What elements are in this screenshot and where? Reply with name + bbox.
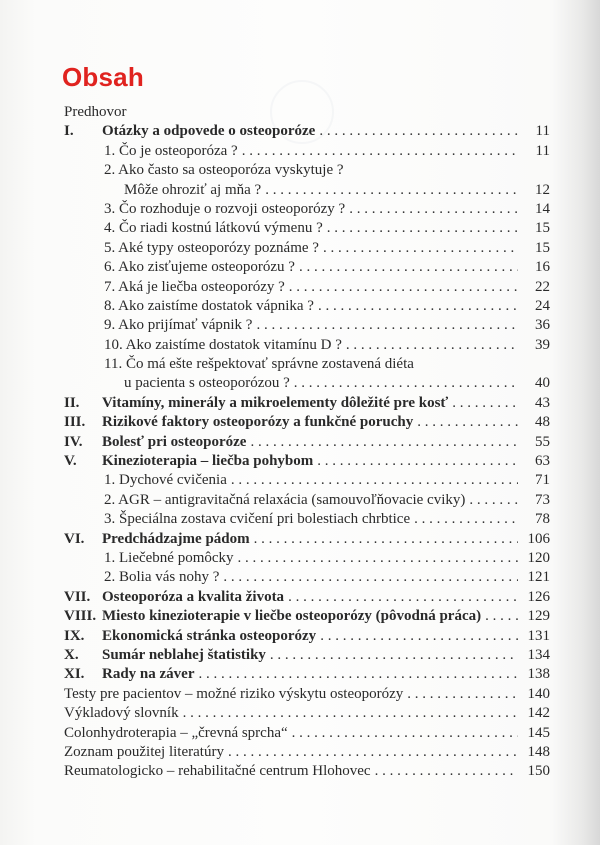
toc-page-number: 145 bbox=[527, 724, 550, 741]
toc-page-number: 48 bbox=[535, 414, 550, 431]
dot-leader bbox=[323, 239, 518, 258]
toc-page-number: 24 bbox=[535, 297, 550, 314]
toc-page-number: 15 bbox=[535, 239, 550, 256]
toc-entry-text: Predhovor bbox=[64, 104, 127, 120]
toc-page-number: 22 bbox=[535, 278, 550, 295]
toc-page-number: 55 bbox=[535, 433, 550, 450]
toc-entry bbox=[64, 181, 550, 200]
toc-entry bbox=[64, 278, 550, 297]
toc-entry-preface bbox=[64, 103, 550, 122]
dot-leader bbox=[223, 568, 518, 587]
toc-entry bbox=[64, 413, 550, 432]
toc-entry bbox=[64, 433, 550, 452]
toc-entry-text: 9. Ako prijímať vápnik ? bbox=[104, 317, 253, 334]
toc-page-number: 120 bbox=[527, 549, 550, 566]
dot-leader bbox=[327, 219, 518, 238]
toc-page-number: 71 bbox=[535, 472, 550, 489]
toc-entry-text: 4. Čo riadi kostnú látkovú výmenu ? bbox=[104, 220, 323, 237]
toc-chapter-number: IX. bbox=[64, 627, 85, 644]
toc-page-number: 73 bbox=[535, 491, 550, 508]
toc-entry-text: 2. Bolia vás nohy ? bbox=[104, 569, 220, 586]
dot-leader bbox=[299, 258, 518, 277]
toc-entry-text: 10. Ako zaistíme dostatok vitamínu D ? bbox=[104, 336, 342, 353]
dot-leader bbox=[289, 278, 518, 297]
toc-page-number: 126 bbox=[527, 588, 550, 605]
dot-leader bbox=[238, 549, 518, 568]
dot-leader bbox=[199, 665, 519, 684]
toc-entry-text: Sumár neblahej štatistiky bbox=[102, 646, 266, 663]
toc-page-number: 142 bbox=[527, 705, 550, 722]
toc-entry-text: 3. Čo rozhoduje o rozvoji osteoporózy ? bbox=[104, 200, 346, 217]
toc-chapter-number: I. bbox=[64, 123, 74, 140]
dot-leader bbox=[292, 724, 518, 743]
toc-entry bbox=[64, 607, 550, 626]
dot-leader bbox=[414, 510, 518, 529]
toc-entry bbox=[64, 762, 550, 781]
toc-chapter-number: III. bbox=[64, 414, 86, 431]
toc-page-number: 63 bbox=[535, 453, 550, 470]
toc-entry-text: 1. Liečebné pomôcky bbox=[104, 549, 234, 566]
toc-entry bbox=[64, 491, 550, 510]
toc-entry bbox=[64, 336, 550, 355]
toc-entry bbox=[64, 627, 550, 646]
toc-entry-text: Bolesť pri osteoporóze bbox=[102, 433, 247, 450]
toc-entry bbox=[64, 549, 550, 568]
toc-entry-text: 2. AGR – antigravitačná relaxácia (samouvoľňovacie cviky) bbox=[104, 491, 466, 508]
toc-entry bbox=[64, 219, 550, 238]
toc-entry bbox=[64, 471, 550, 490]
toc-entry-text: 7. Aká je liečba osteoporózy ? bbox=[104, 278, 285, 295]
toc-page-number: 140 bbox=[527, 685, 550, 702]
dot-leader bbox=[256, 316, 518, 335]
toc-entry bbox=[64, 297, 550, 316]
toc-chapter-number: VI. bbox=[64, 530, 85, 547]
toc-entry-text: Ekonomická stránka osteoporózy bbox=[102, 627, 317, 644]
dot-leader bbox=[319, 122, 518, 141]
toc-entry-text: 1. Dychové cvičenia bbox=[104, 472, 227, 489]
toc-entry-text: Rizikové faktory osteoporózy a funkčné poruchy bbox=[102, 414, 414, 431]
toc-page-number: 11 bbox=[535, 142, 550, 159]
dot-leader bbox=[254, 530, 518, 549]
dot-leader bbox=[320, 627, 518, 646]
toc-entry bbox=[64, 724, 550, 743]
toc-page-number: 138 bbox=[527, 666, 550, 683]
toc-entry-text: Miesto kinezioterapie v liečbe osteoporózy (pôvodná práca) bbox=[102, 608, 482, 625]
toc-entry-text: Kinezioterapia – liečba pohybom bbox=[102, 453, 314, 470]
dot-leader bbox=[270, 646, 518, 665]
toc-page-number: 150 bbox=[527, 763, 550, 780]
toc-entry-text: 6. Ako zisťujeme osteoporózu ? bbox=[104, 259, 295, 276]
dot-leader bbox=[294, 374, 518, 393]
toc-entry-text: Predchádzajme pádom bbox=[102, 530, 250, 547]
toc-entry bbox=[64, 200, 550, 219]
dot-leader bbox=[318, 297, 518, 316]
toc-entry bbox=[64, 568, 550, 587]
toc-entry bbox=[64, 665, 550, 684]
toc-entry bbox=[64, 530, 550, 549]
toc-chapter-number: X. bbox=[64, 646, 79, 663]
toc-entry bbox=[64, 161, 550, 180]
table-of-contents bbox=[64, 103, 550, 782]
toc-entry-text: Reumatologicko – rehabilitačné centrum Hlohovec bbox=[64, 763, 371, 780]
toc-chapter-number: XI. bbox=[64, 666, 85, 683]
toc-page-number: 11 bbox=[535, 123, 550, 140]
toc-entry-text: Testy pre pacientov – možné riziko výskytu osteoporózy bbox=[64, 685, 404, 702]
toc-entry bbox=[64, 588, 550, 607]
toc-page-number: 129 bbox=[527, 608, 550, 625]
toc-entry bbox=[64, 685, 550, 704]
toc-entry-text: Zoznam použitej literatúry bbox=[64, 743, 224, 760]
toc-page-number: 134 bbox=[527, 646, 550, 663]
dot-leader bbox=[469, 491, 518, 510]
toc-page-number: 121 bbox=[527, 569, 550, 586]
dot-leader bbox=[250, 433, 518, 452]
toc-entry bbox=[64, 258, 550, 277]
toc-entry bbox=[64, 452, 550, 471]
toc-page-number: 43 bbox=[535, 394, 550, 411]
toc-entry-text: 3. Špeciálna zostava cvičení pri bolestiach chrbtice bbox=[104, 511, 411, 528]
toc-entry-text: 5. Aké typy osteoporózy poznáme ? bbox=[104, 239, 319, 256]
toc-entry bbox=[64, 142, 550, 161]
toc-chapter-number: VII. bbox=[64, 588, 91, 605]
toc-page-number: 14 bbox=[535, 200, 550, 217]
toc-entry bbox=[64, 646, 550, 665]
toc-entry-text: Vitamíny, minerály a mikroelementy dôležité pre kosť bbox=[102, 394, 449, 411]
toc-page-number: 39 bbox=[535, 336, 550, 353]
dot-leader bbox=[183, 704, 518, 723]
dot-leader bbox=[265, 181, 518, 200]
toc-entry-text: u pacienta s osteoporózou ? bbox=[124, 375, 290, 392]
toc-page-number: 148 bbox=[527, 743, 550, 760]
toc-entry bbox=[64, 704, 550, 723]
page-title: Obsah bbox=[62, 62, 144, 92]
dot-leader bbox=[407, 685, 518, 704]
toc-entry bbox=[64, 374, 550, 393]
toc-entry bbox=[64, 355, 550, 374]
dot-leader bbox=[485, 607, 518, 626]
dot-leader bbox=[228, 743, 518, 762]
toc-entry-text: Otázky a odpovede o osteoporóze bbox=[102, 123, 316, 140]
toc-entry-text: 1. Čo je osteoporóza ? bbox=[104, 142, 238, 159]
dot-leader bbox=[349, 200, 518, 219]
dot-leader bbox=[317, 452, 518, 471]
toc-entry-text: Môže ohroziť aj mňa ? bbox=[124, 181, 262, 198]
toc-entry bbox=[64, 743, 550, 762]
toc-entry-text: Osteoporóza a kvalita života bbox=[102, 588, 285, 605]
toc-entry bbox=[64, 316, 550, 335]
toc-entry bbox=[64, 510, 550, 529]
toc-page-number: 12 bbox=[535, 181, 550, 198]
toc-page-number: 40 bbox=[535, 375, 550, 392]
toc-page-number: 78 bbox=[535, 511, 550, 528]
toc-entry bbox=[64, 239, 550, 258]
toc-chapter-number: IV. bbox=[64, 433, 83, 450]
toc-entry bbox=[64, 394, 550, 413]
toc-page-number: 15 bbox=[535, 220, 550, 237]
toc-entry-text: 8. Ako zaistíme dostatok vápnika ? bbox=[104, 297, 314, 314]
dot-leader bbox=[417, 413, 518, 432]
dot-leader bbox=[346, 336, 518, 355]
dot-leader bbox=[452, 394, 518, 413]
toc-entry-text: Rady na záver bbox=[102, 666, 195, 683]
toc-page-number: 131 bbox=[527, 627, 550, 644]
toc-chapter-number: V. bbox=[64, 453, 77, 470]
toc-page-number: 106 bbox=[527, 530, 550, 547]
toc-page-number: 16 bbox=[535, 259, 550, 276]
toc-entry-text: 11. Čo má ešte rešpektovať správne zostavená diéta bbox=[104, 356, 414, 373]
toc-entry-text: 2. Ako často sa osteoporóza vyskytuje ? bbox=[104, 162, 344, 179]
toc-entry-text: Výkladový slovník bbox=[64, 705, 179, 722]
toc-chapter-number: II. bbox=[64, 394, 80, 411]
dot-leader bbox=[231, 471, 518, 490]
toc-entry-text: Colonhydroterapia – „črevná sprcha“ bbox=[64, 724, 288, 741]
dot-leader bbox=[288, 588, 518, 607]
toc-page-number: 36 bbox=[535, 317, 550, 334]
toc-entry bbox=[64, 122, 550, 141]
dot-leader bbox=[375, 762, 518, 781]
dot-leader bbox=[242, 142, 518, 161]
toc-chapter-number: VIII. bbox=[64, 608, 97, 625]
